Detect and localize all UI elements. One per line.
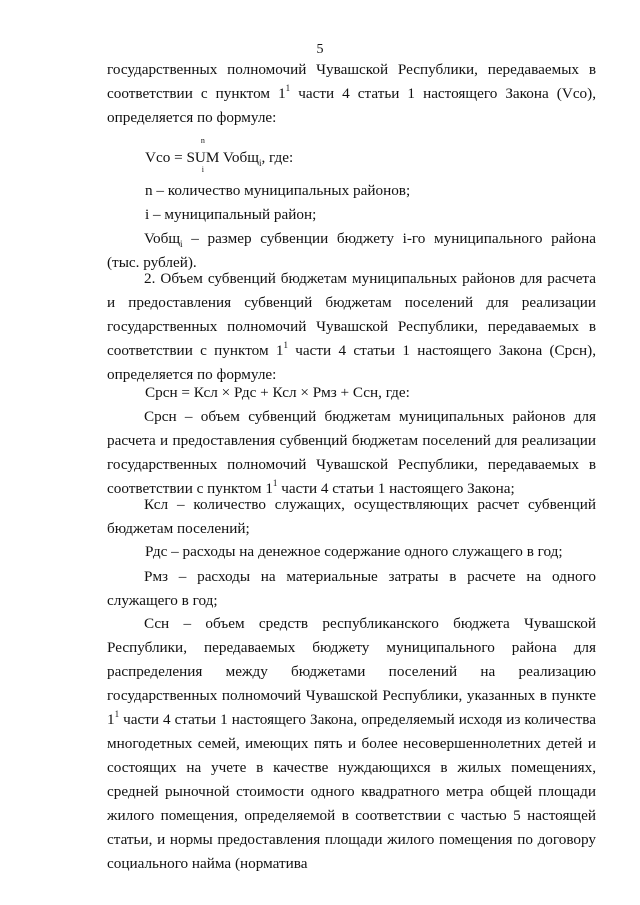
definition-vobsh: Voбщ$_i$ – размер субвенции бюджету i-го муниципального района (тыс. рублей). (107, 230, 596, 271)
page-number: 5 (316, 42, 324, 57)
definition-n: n – количество муниципальных районов; (145, 182, 411, 199)
sum-operator: n SUM i (186, 136, 220, 174)
formula-srsn: Срсн = Ксл × Рдс + Ксл × Рмз + Ссн, где: (145, 384, 410, 401)
superscript: 1 (285, 82, 291, 93)
definition-srsn: Срсн – объем субвенций бюджетам муниципальных районов для расчета и предоставления субвенций бюджетам поселений для реализации государственных полномочий Чувашской Республики, передаваемых в соответствии с пунктом $1^1$ части 4 статьи 1 настоящего Закона; (107, 408, 596, 497)
formula-vco: Vco = n SUM i Voбщ$_i$, где: (145, 136, 294, 174)
sum-upper-limit: n (200, 136, 205, 145)
definition-ssn: Ссн – объем средств республиканского бюджета Чувашской Республики, передаваемых бюджету муниципального района для распределения между бюджетами поселений на реализацию государственных полномочий Чувашской Республики, указанных в пункте $1^1$ части 4 статьи 1 настоящего Закона, определяемый исходя из количества многодетных семей, имеющих пять и более несовершеннолетних детей и состоящих на учете в качестве нуждающихся в жилых помещениях, средней рыночной стоимости одного квадратного метра общей площади жилого помещения, определяемой в соответствии с частью 5 настоящей статьи, и нормы предоставления площади жилого помещения по договору социального найма (норматива (107, 615, 596, 872)
sum-lower-limit: i (201, 165, 205, 174)
paragraph-2: 2. Объем субвенций бюджетам муниципальных районов для расчета и предоставления субвенций бюджетам поселений для реализации государственных полномочий Чувашской Республики, передаваемых в соответствии с пунктом $1^1$ части 4 статьи 1 настоящего Закона (Срсн), определяется по формуле: (107, 270, 596, 383)
definition-i: i – муниципальный район; (145, 206, 317, 223)
definition-rds: Рдс – расходы на денежное содержание одного служащего в год; (145, 543, 563, 560)
paragraph-intro: государственных полномочий Чувашской Республики, передаваемых в соответствии с пунктом $1^1$ части 4 статьи 1 настоящего Закона (Vco), определяется по формуле: (107, 61, 597, 126)
definition-rmz: Рмз – расходы на материальные затраты в расчете на одного служащего в год; (107, 568, 596, 609)
definition-ksl: Ксл – количество служащих, осуществляющих расчет субвенций бюджетам поселений; (107, 496, 596, 537)
